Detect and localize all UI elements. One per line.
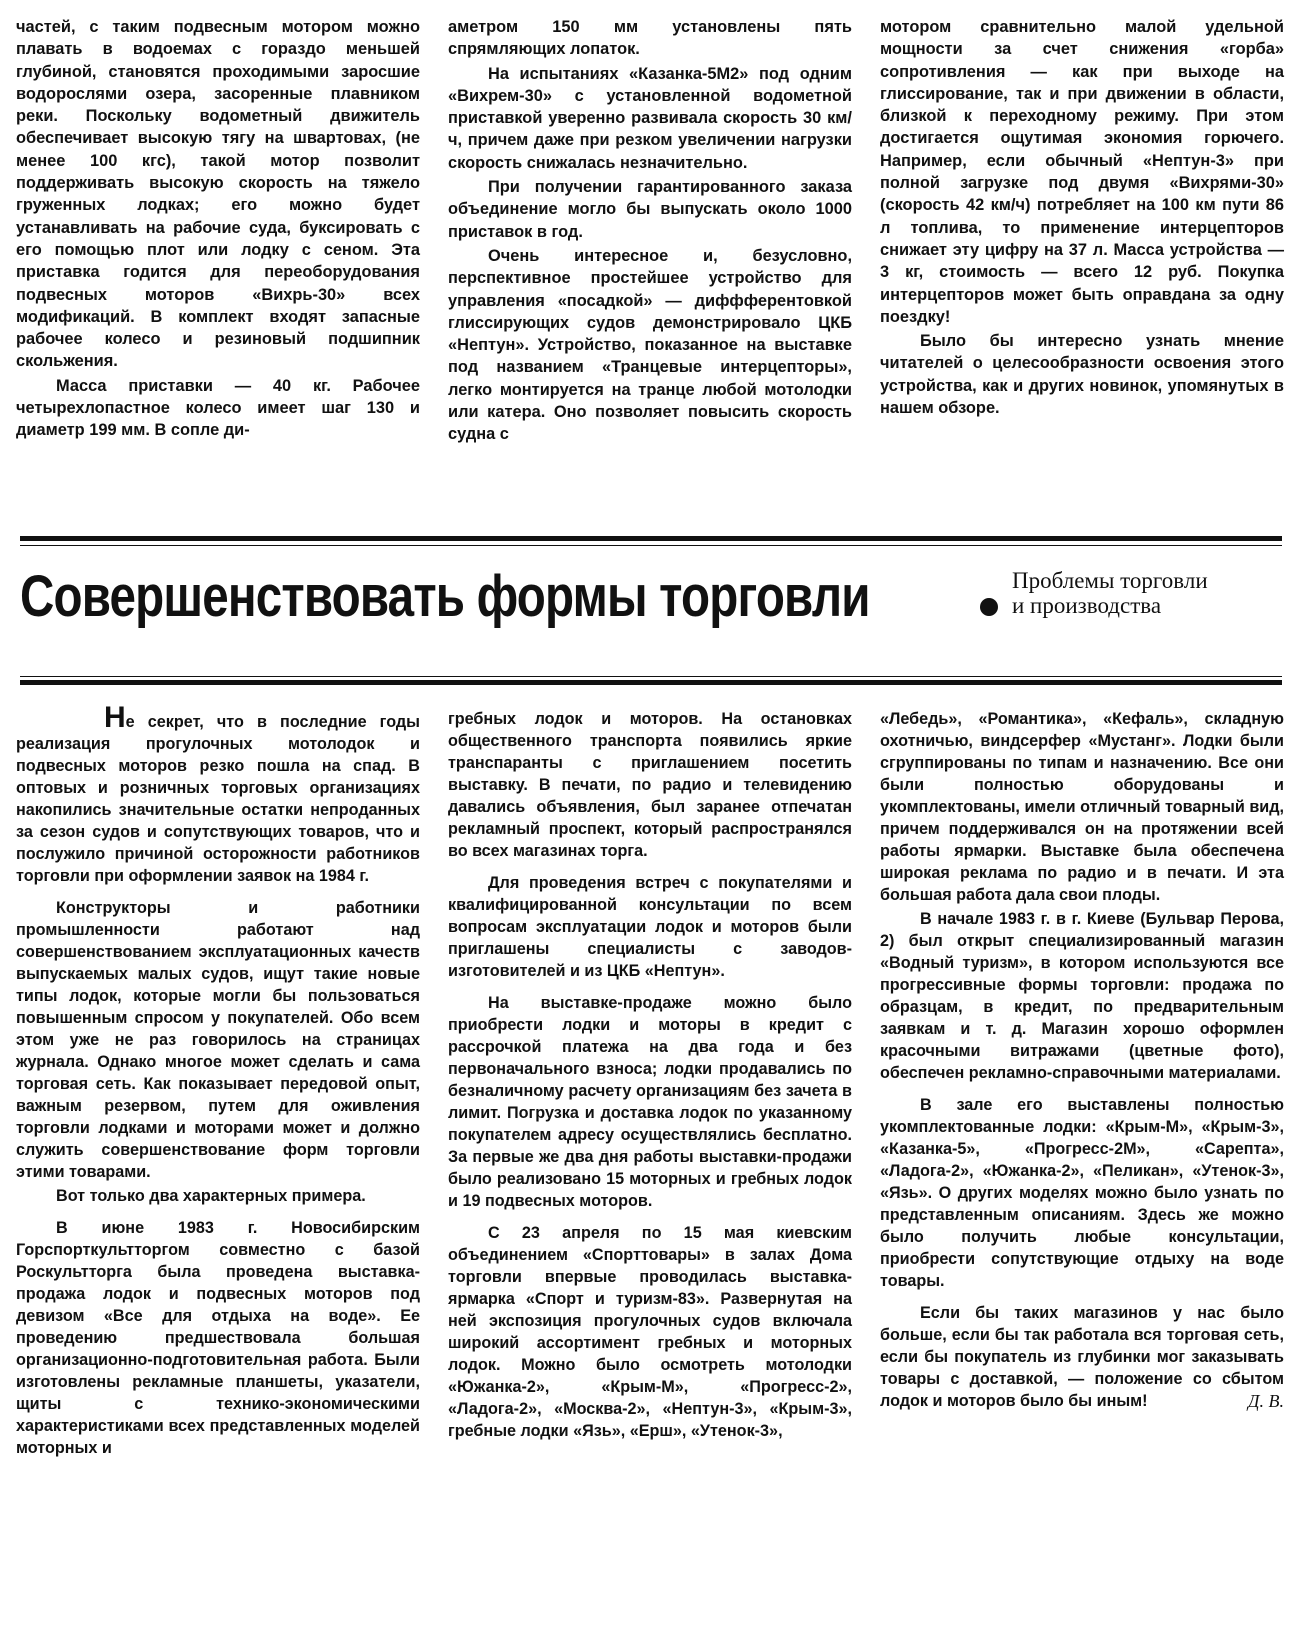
rubric-line: и производства [1012,593,1162,618]
top-column-2 [448,16,852,486]
author-signature: Д. В. [1248,1391,1284,1411]
article-column-2 [448,708,852,1626]
paragraph: частей, с таким подвесным мотором можно плавать в водоемах с гораздо меньшей глубиной, становятся проходимыми заросшие водорослями озера, засоренные плавником реки. Поскольку водометный движитель обеспечивает высокую тягу на швартовах, (не менее 100 кгс), такой мотор позволит поддерживать высокую скорость на тяжело груженных лодках; его можно будет устанавливать на рабочие суда, буксировать с его помощью плот или лодку с сеном. Эта приставка годится для переоборудования подвесных моторов «Вихрь-30» всех модификаций. В комплект входят запасные рабочее колесо и резиновый подшипник скольжения. [16,18,420,371]
paragraph: На выставке-продаже можно было приобрести лодки и моторы в кредит с рассрочкой платежа на два года и без первоначального взноса; лодки продавались по безналичному расчету организациям без зачета в лимит. Погрузка и доставка лодок по указанному покупателем адресу осуществлялись бесплатно. За первые же два дня работы выставки-продажи было реализовано 15 моторных и гребных лодок и 19 подвесных моторов. [448,994,852,1210]
paragraph: Масса приставки — 40 кг. Рабочее четырехлопастное колесо имеет шаг 130 и диаметр 199 мм. В сопле ди- [16,376,420,440]
paragraph: В июне 1983 г. Новосибирским Горспорткультторгом совместно с базой Роскультторга была проведена выставка-продажа лодок и подвесных моторов под девизом «Все для отдыха на воде». Ее проведению предшествовала большая организационно-подготовительная работа. Были изготовлены рекламные планшеты, указатели, щиты с технико-экономическими характеристиками всех представленных моделей моторных и [16,1219,420,1457]
paragraph: гребных лодок и моторов. На остановках общественного транспорта появились яркие транспаранты с приглашением посетить выставку. В печати, по радио и телевидению давались объявления, был заранее отпечатан рекламный проспект, который распространялся во всех магазинах торга. [448,710,852,860]
paragraph: аметром 150 мм установлены пять спрямляющих лопаток. [448,18,852,59]
bullet-icon [980,598,998,616]
divider-thin [20,545,1282,546]
paragraph [880,1302,1284,1412]
paragraph: В начале 1983 г. в г. Киеве (Бульвар Перова, 2) был открыт специализированный магазин «Водный туризм», в котором используются все прогрессивные формы торговли: продажа по образцам, в кредит, по предварительным заявкам и т. д. Магазин хорошо оформлен красочными витражами (цветные фото), обеспечен рекламно-справочными материалами. [880,910,1284,1082]
previous-article-continuation [16,16,1284,486]
paragraph: С 23 апреля по 15 мая киевским объединением «Спорттовары» в залах Дома торговли впервые проводилась выставка-ярмарка «Спорт и туризм-83». Развернутая на ней экспозиция прогулочных судов включала широкий ассортимент гребных и моторных лодок. Можно было осмотреть мотолодки «Южанка-2», «Крым-М», «Прогресс-2», «Ладога-2», «Москва-2», «Нептун-3», «Крым-3», гребные лодки «Язь», «Ерш», «Утенок-3», [448,1224,852,1440]
closing-text: Если бы таких магазинов у нас было больше, если бы так работала вся торговая сеть, если бы покупатель из глубинки мог заказывать товары с доставкой, — положение со сбытом лодок и моторов было бы иным! [880,1304,1284,1410]
article-column-1 [16,701,420,1626]
rubric-line: Проблемы торговли [1012,568,1208,593]
rubric [1012,568,1208,618]
top-column-3 [880,16,1284,486]
lead-paragraph [16,701,420,887]
divider-thin [20,676,1282,677]
paragraph: Конструкторы и работники промышленности работают над совершенствованием эксплуатационных качеств выпускаемых малых судов, ищут такие новые типы лодок, которые могли бы пользоваться повышенным спросом у покупателей. Обо всем этом уже не раз говорилось на страницах журнала. Однако многое может сделать и сама торговая сеть. Как показывает передовой опыт, важным резервом, путем для оживления торговли лодками и моторами может и должно служить совершенствование форм торговли этими товарами. [16,899,420,1181]
paragraph: «Лебедь», «Романтика», «Кефаль», складную охотничью, виндсерфер «Мустанг». Лодки были сгруппированы по типам и назначению. Все они были полностью оборудованы и укомплектованы, имели отличный товарный вид, причем поддерживался он на протяжении всей работы ярмарки. Выставке была обеспечена широкая реклама по радио и в печати. И эта большая работа дала свои плоды. [880,710,1284,904]
drop-cap: Н [104,701,126,734]
paragraph: При получении гарантированного заказа объединение могло бы выпускать около 1000 приставок в год. [448,178,852,241]
paragraph: На испытаниях «Казанка-5М2» под одним «Вихрем-30» с установленной водометной приставкой уверенно развивала скорость 30 км/ч, причем даже при резком увеличении нагрузки скорость снижалась незначительно. [448,64,852,172]
article-column-3 [880,708,1284,1626]
paragraph: Было бы интересно узнать мнение читателей о целесообразности освоения этого устройства, как и других новинок, упомянутых в нашем обзоре. [880,332,1284,418]
paragraph: Очень интересное и, безусловно, перспективное простейшее устройство для управления «посадкой» — диффферентовкой глиссирующих судов демонстрировало ЦКБ «Нептун». Устройство, показанное на выставке под названием «Транцевые интерцепторы», легко монтируется на транце любой мотолодки или катера. Оно позволяет повысить скорость судна с [448,246,852,444]
paragraph: Вот только два характерных примера. [56,1187,366,1205]
article-headline [20,560,1282,660]
paragraph: мотором сравнительно малой удельной мощности за счет снижения «горба» сопротивления — как при выходе на глиссирование, так и при движении в области, близкой к переходному режиму. При этом достигается ощутимая экономия горючего. Например, если обычный «Нептун-3» при полной загрузке под двумя «Вихрями-30» (скорость 42 км/ч) потребляет на 100 км пути 86 л топлива, то применение интерцепторов снижает эту цифру на 37 л. Масса устройства — 3 кг, стоимость — всего 12 руб. Покупка интерцепторов может быть оправдана за одну поездку! [880,18,1284,326]
article-title: Совершенствовать формы торговли [20,564,870,629]
article-body [16,701,1284,1626]
paragraph: В зале его выставлены полностью укомплектованные лодки: «Крым-М», «Крым-3», «Казанка-5», «Прогресс-2М», «Сарепта», «Ладога-2», «Южанка-2», «Пеликан», «Утенок-3», «Язь». О других моделях можно было узнать по представленным описаниям. Здесь же можно было получить любые консультации, приобрести сопутствующие отдыху на воде товары. [880,1096,1284,1290]
top-column-1 [16,16,420,486]
paragraph: Для проведения встреч с покупателями и квалифицированной консультации по всем вопросам эксплуатации лодок и моторов были приглашены специалисты с заводов-изготовителей и из ЦКБ «Нептун». [448,874,852,980]
divider-thick [20,536,1282,541]
lead-text: е секрет, что в последние годы реализация прогулочных мотолодок и подвесных моторов резко пошла на спад. В оптовых и розничных торговых организациях накопились значительные остатки непроданных за сезон судов и сопутствующих товаров, что и послужило причиной осторожности работников торговли при оформлении заявок на 1984 г. [16,713,420,885]
divider-thick [20,680,1282,685]
